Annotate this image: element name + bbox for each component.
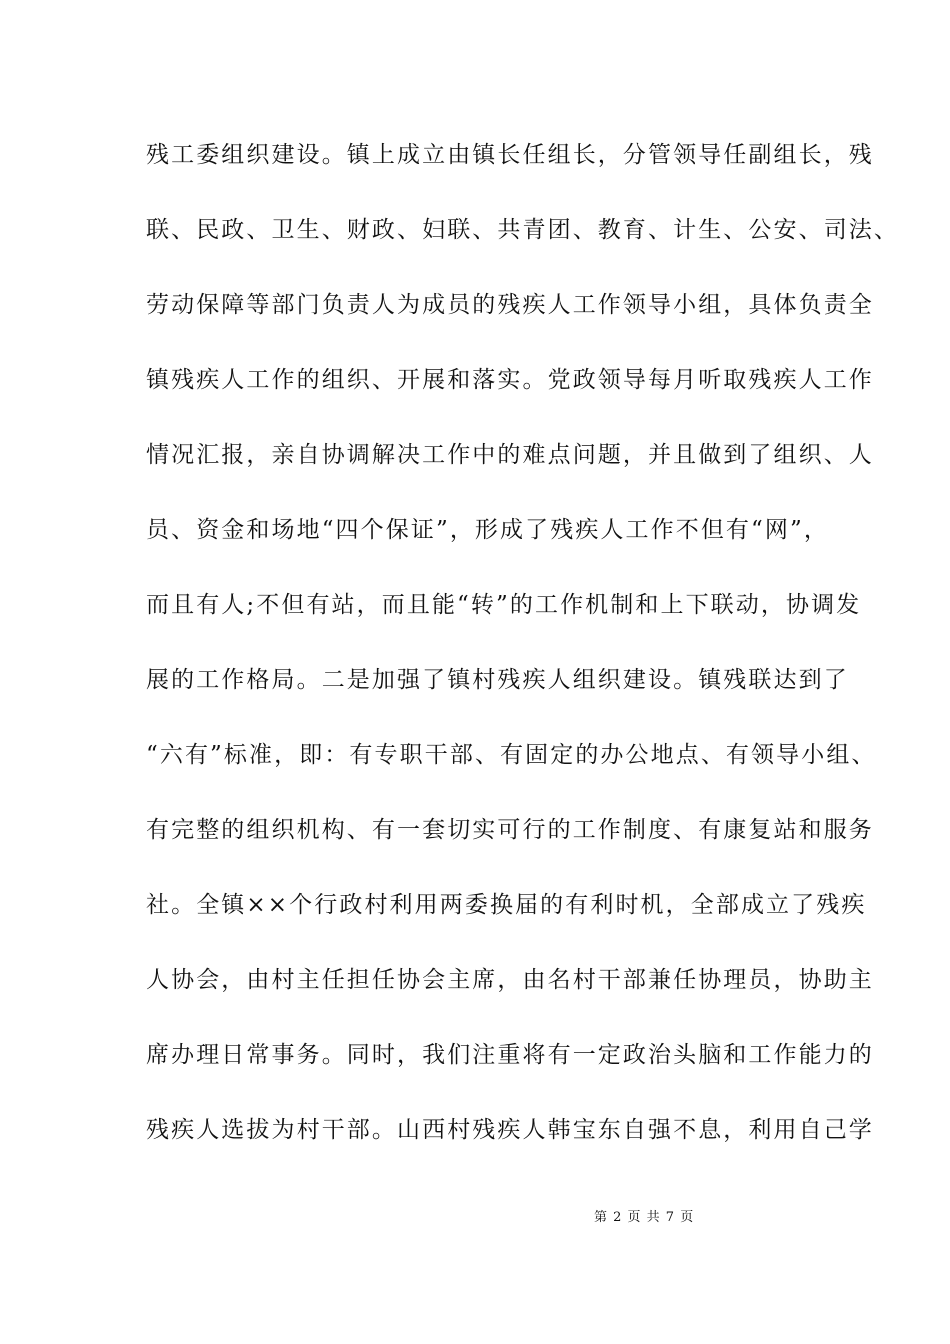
text-line: “六有”标准，即：有专职干部、有固定的办公地点、有领导小组、 (146, 742, 877, 768)
text-line: 镇残疾人工作的组织、开展和落实。党政领导每月听取残疾人工作 (146, 367, 874, 393)
text-line: 有完整的组织机构、有一套切实可行的工作制度、有康复站和服务 (146, 817, 874, 843)
text-line: 席办理日常事务。同时，我们注重将有一定政治头脑和工作能力的 (146, 1042, 874, 1068)
text-line: 人协会，由村主任担任协会主席，由名村干部兼任协理员，协助主 (146, 967, 874, 993)
text-line: 员、资金和场地“四个保证”，形成了残疾人工作不但有“网”， (146, 517, 829, 543)
text-line: 残工委组织建设。镇上成立由镇长任组长，分管领导任副组长，残 (146, 142, 874, 168)
text-line: 而且有人;不但有站，而且能“转”的工作机制和上下联动，协调发 (146, 592, 862, 618)
text-line: 展的工作格局。二是加强了镇村残疾人组织建设。镇残联达到了 (146, 667, 849, 693)
text-line: 劳动保障等部门负责人为成员的残疾人工作领导小组，具体负责全 (146, 292, 874, 318)
text-line: 联、民政、卫生、财政、妇联、共青团、教育、计生、公安、司法、 (146, 217, 899, 243)
text-line: 社。全镇××个行政村利用两委换届的有利时机，全部成立了残疾 (146, 892, 867, 918)
text-line: 情况汇报，亲自协调解决工作中的难点问题，并且做到了组织、人 (146, 442, 874, 468)
text-line: 残疾人选拔为村干部。山西村残疾人韩宝东自强不息，利用自己学 (146, 1117, 874, 1143)
page-number-footer: 第 2 页 共 7 页 (594, 1210, 695, 1225)
